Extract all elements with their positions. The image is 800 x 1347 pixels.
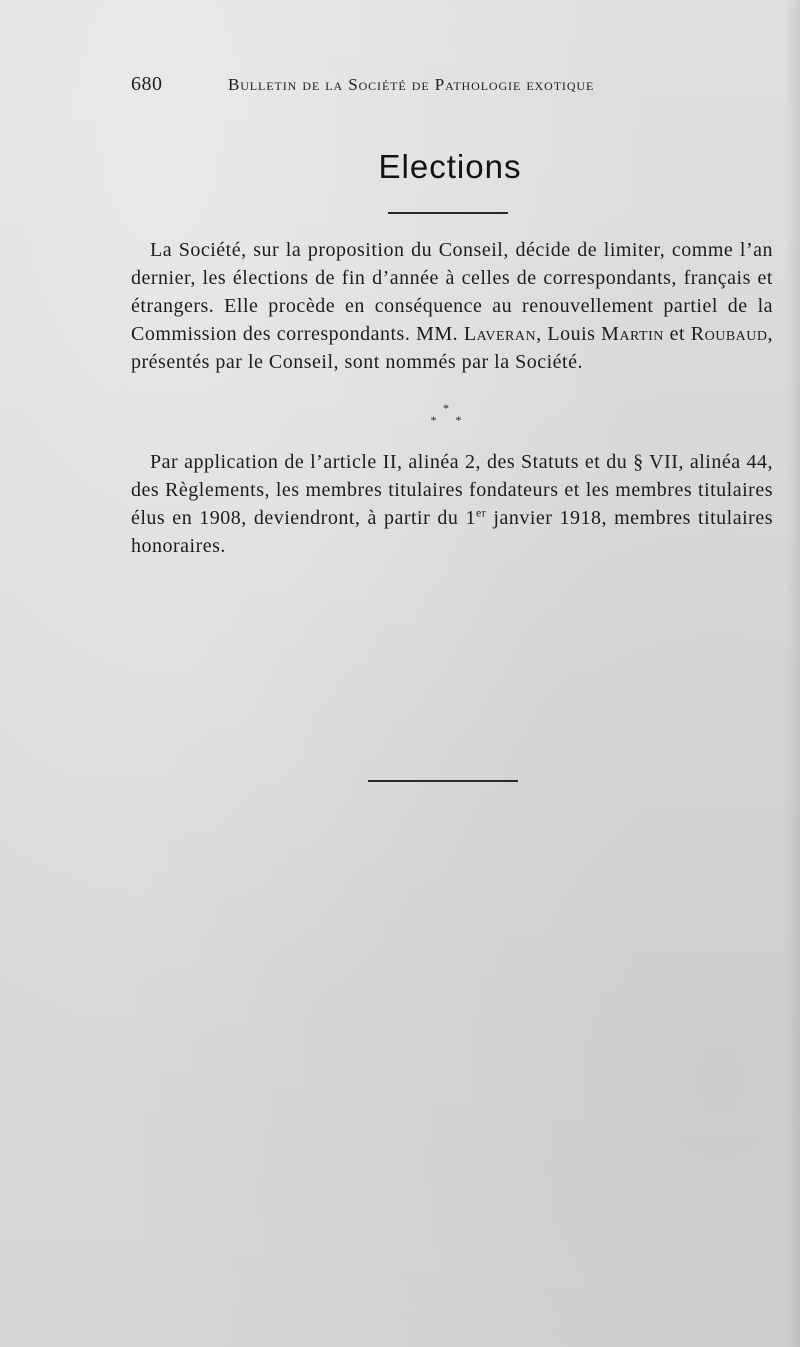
paragraph-2-text-end: janvier 1918, membres titulaires honoraires. (131, 507, 773, 557)
paragraph-1-text-start: La Société, sur la proposition du Conseil, décide de limiter, comme l’an dernier, les élections de fin d’année à celles de correspondants, français et étrangers. Elle procède en conséquence au renouvellement partiel de la Commission des correspondants. MM. (131, 239, 773, 345)
paragraph-1-connector-2: et (663, 323, 691, 345)
running-head (131, 73, 691, 103)
name-laveran: Laveran (463, 323, 537, 345)
asterism-top-row: * (443, 401, 457, 415)
asterism-bottom-row: * * (430, 413, 470, 427)
title-rule (388, 212, 508, 214)
closing-rule (368, 780, 518, 782)
name-martin: Martin (601, 323, 664, 345)
paragraph-2-text-start: Par application de l’article II, alinéa 2, des Statuts et du § VII, alinéa 44, des Règlements, les membres titulaires fondateurs et les membres titulaires élus en 1908, deviendront, à partir du 1 (131, 451, 773, 529)
paragraph-elections (131, 236, 773, 376)
ordinal-superscript: er (475, 505, 487, 520)
asterism-separator (0, 402, 800, 426)
page-number: 680 (131, 73, 163, 95)
paragraph-honorary-members (131, 448, 773, 560)
paragraph-1-text-end: , présentés par le Conseil, sont nommés par la Société. (131, 323, 774, 373)
paragraph-1-connector-1: , Louis (536, 323, 602, 345)
name-roubaud: Roubaud (690, 323, 768, 345)
section-title: Elections (378, 148, 522, 185)
journal-title: Bulletin de la Société de Pathologie exotique (228, 75, 595, 94)
